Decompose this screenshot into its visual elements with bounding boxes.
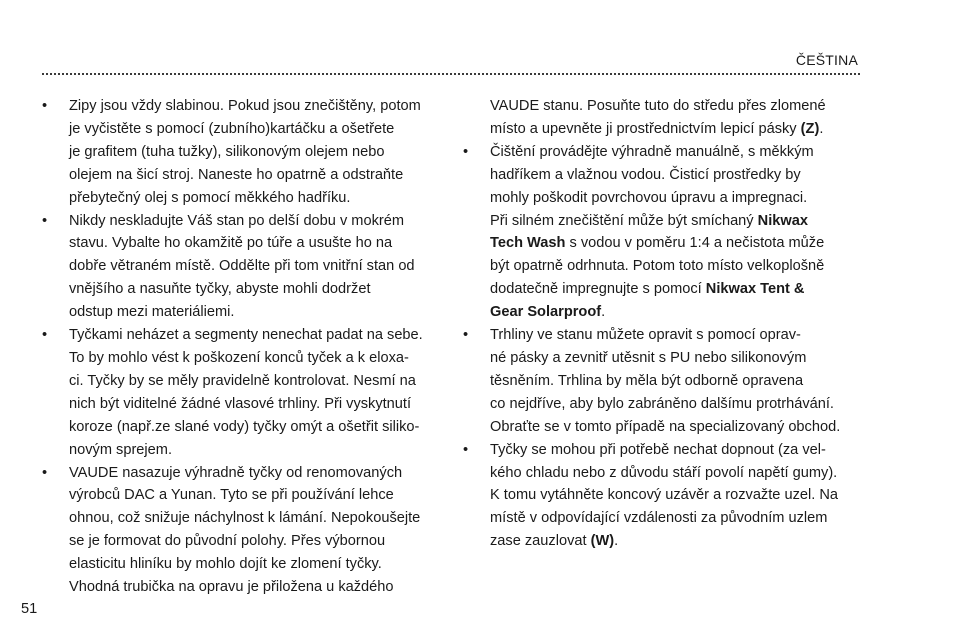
bullet-marker: • xyxy=(463,441,469,458)
text-line xyxy=(490,141,863,164)
text-segment: . xyxy=(614,533,619,550)
text-segment: dodatečně impregnujte s pomocí xyxy=(490,281,706,298)
text-segment: místě v odpovídající vzdálenosti za původním uzlem xyxy=(490,510,828,527)
text-line xyxy=(69,187,442,210)
text-line xyxy=(490,301,863,324)
text-segment: vnějšího a nasuňte tyčky, abyste mohli dodržet xyxy=(69,281,371,298)
text-line xyxy=(69,370,442,393)
text-line xyxy=(490,95,863,118)
bullet-marker: • xyxy=(42,98,48,114)
text-line xyxy=(69,278,442,301)
language-label: ČEŠTINA xyxy=(795,52,858,68)
text-line xyxy=(490,210,863,233)
text-line xyxy=(490,462,863,485)
text-line xyxy=(69,324,442,347)
text-segment: Vhodná trubička na opravu je přiložena u každého xyxy=(69,579,394,596)
text-segment: Při silném znečištění může být smíchaný xyxy=(490,212,758,229)
text-segment: Obraťte se v tomto případě na specializovaný obchod. xyxy=(490,418,841,435)
bold-text: Nikwax Tent & xyxy=(705,281,805,298)
text-line xyxy=(69,301,442,324)
text-line xyxy=(490,278,863,301)
text-line xyxy=(69,164,442,187)
list-item xyxy=(463,324,863,439)
text-segment: výrobců DAC a Yunan. Tyto se při používání lehce xyxy=(69,487,394,504)
text-line xyxy=(69,484,442,507)
bullet-marker: • xyxy=(42,327,48,344)
left-column xyxy=(42,95,442,599)
text-segment: olejem na šicí stroj. Naneste ho opatrně a odstraňte xyxy=(69,166,404,183)
text-segment: Tyčky se mohou při potřebě nechat dopnout (za vel- xyxy=(490,441,826,458)
text-segment: mohly poškodit povrchovou úpravu a impregnaci. xyxy=(490,189,808,206)
bold-text: Nikwax xyxy=(757,212,808,229)
text-line xyxy=(69,507,442,530)
text-line xyxy=(69,232,442,255)
text-line xyxy=(490,484,863,507)
text-line xyxy=(69,255,442,278)
text-line xyxy=(69,347,442,370)
list-item xyxy=(42,95,442,210)
text-segment: Nikdy neskladujte Váš stan po delší dobu v mokrém xyxy=(69,212,405,229)
text-line xyxy=(490,118,863,141)
text-segment: dobře větraném místě. Oddělte při tom vnitřní stan od xyxy=(69,258,415,275)
text-line xyxy=(69,439,442,462)
text-line xyxy=(490,164,863,187)
text-line xyxy=(69,141,442,164)
text-segment: . xyxy=(819,120,824,137)
text-segment: ohnou, což snižuje náchylnost k lámání. Nepokoušejte xyxy=(69,510,421,527)
text-segment: To by mohlo vést k poškození konců tyček a k eloxa- xyxy=(69,349,409,366)
text-segment: těsněním. Trhlina by měla být odborně opravena xyxy=(490,372,804,389)
text-line xyxy=(69,576,442,599)
bullet-marker: • xyxy=(42,212,48,229)
text-segment: co nejdříve, aby bylo zabráněno dalšímu protrhávání. xyxy=(490,395,834,412)
text-segment: zase zauzlovat xyxy=(490,533,591,550)
text-segment: stavu. Vybalte ho okamžitě po túře a usušte ho na xyxy=(69,235,393,252)
text-segment: Zipy jsou vždy slabinou. Pokud jsou znečištěny, potom xyxy=(69,98,421,114)
list-item xyxy=(463,95,863,141)
text-segment: né pásky a zevnitř utěsnit s PU nebo silikonovým xyxy=(490,349,807,366)
text-segment: VAUDE nasazuje výhradně tyčky od renomovaných xyxy=(69,464,403,481)
text-segment: nich být viditelné žádné vlasové trhliny. Při vyskytnutí xyxy=(69,395,412,412)
page-number: 51 xyxy=(21,601,38,617)
text-segment: přebytečný olej s pomocí měkkého hadříku. xyxy=(69,189,351,206)
bold-text: Gear Solarproof xyxy=(490,304,602,321)
text-line xyxy=(69,210,442,233)
text-segment: Trhliny ve stanu můžete opravit s pomocí oprav- xyxy=(490,327,801,344)
bold-text: Tech Wash xyxy=(490,235,566,252)
text-line xyxy=(69,553,442,576)
text-segment: být opatrně odrhnuta. Potom toto místo velkoplošně xyxy=(490,258,825,275)
text-segment: ci. Tyčky by se měly pravidelně kontrolovat. Nesmí na xyxy=(69,372,416,389)
text-line xyxy=(490,347,863,370)
text-line xyxy=(69,118,442,141)
text-line xyxy=(69,416,442,439)
text-segment: Tyčkami neházet a segmenty nenechat padat na sebe. xyxy=(69,327,423,344)
text-segment: kého chladu nebo z důvodu stáří povolí napětí gumy). xyxy=(490,464,838,481)
text-segment: hadříkem a vlažnou vodou. Čisticí prostředky by xyxy=(490,166,801,183)
text-line xyxy=(490,187,863,210)
text-segment: místo a upevněte ji prostřednictvím lepicí pásky xyxy=(490,120,801,137)
right-column xyxy=(463,95,863,553)
text-line xyxy=(490,507,863,530)
text-line xyxy=(490,324,863,347)
text-line xyxy=(69,530,442,553)
text-segment: se je formovat do původní polohy. Přes výbornou xyxy=(69,533,386,550)
left-bullet-list xyxy=(42,95,442,599)
bold-text: (W) xyxy=(590,533,615,550)
list-item xyxy=(42,462,442,599)
bullet-marker: • xyxy=(42,464,48,481)
text-segment: novým sprejem. xyxy=(69,441,172,458)
text-line xyxy=(490,439,863,462)
text-segment: je grafitem (tuha tužky), silikonovým olejem nebo xyxy=(69,143,385,160)
text-line xyxy=(490,393,863,416)
text-line xyxy=(69,95,442,118)
text-segment: VAUDE stanu. Posuňte tuto do středu přes zlomené xyxy=(490,98,826,114)
list-item xyxy=(42,210,442,325)
text-line xyxy=(69,393,442,416)
text-line xyxy=(69,462,442,485)
text-line xyxy=(490,370,863,393)
text-segment: s vodou v poměru 1:4 a nečistota může xyxy=(565,235,825,252)
text-line xyxy=(490,255,863,278)
text-line xyxy=(490,232,863,255)
text-segment: je vyčistěte s pomocí (zubního)kartáčku a ošetřete xyxy=(69,120,395,137)
text-segment: K tomu vytáhněte koncový uzávěr a rozvažte uzel. Na xyxy=(490,487,838,504)
bullet-marker: • xyxy=(463,143,469,160)
list-item xyxy=(463,141,863,324)
bullet-marker: • xyxy=(463,327,469,344)
text-segment: koroze (např.ze slané vody) tyčky omýt a ošetřit siliko- xyxy=(69,418,420,435)
list-item xyxy=(463,439,863,554)
text-segment: odstup mezi materiáliemi. xyxy=(69,304,235,321)
text-segment: . xyxy=(601,304,606,321)
right-bullet-list xyxy=(463,95,863,553)
text-segment: elasticitu hliníku by mohlo dojít ke zlomení tyčky. xyxy=(69,556,382,573)
text-line xyxy=(490,530,863,553)
bold-text: (Z) xyxy=(800,120,820,137)
list-item xyxy=(42,324,442,461)
text-segment: Čištění provádějte výhradně manuálně, s měkkým xyxy=(490,143,814,160)
text-line xyxy=(490,416,863,439)
dotted-divider xyxy=(42,73,860,75)
